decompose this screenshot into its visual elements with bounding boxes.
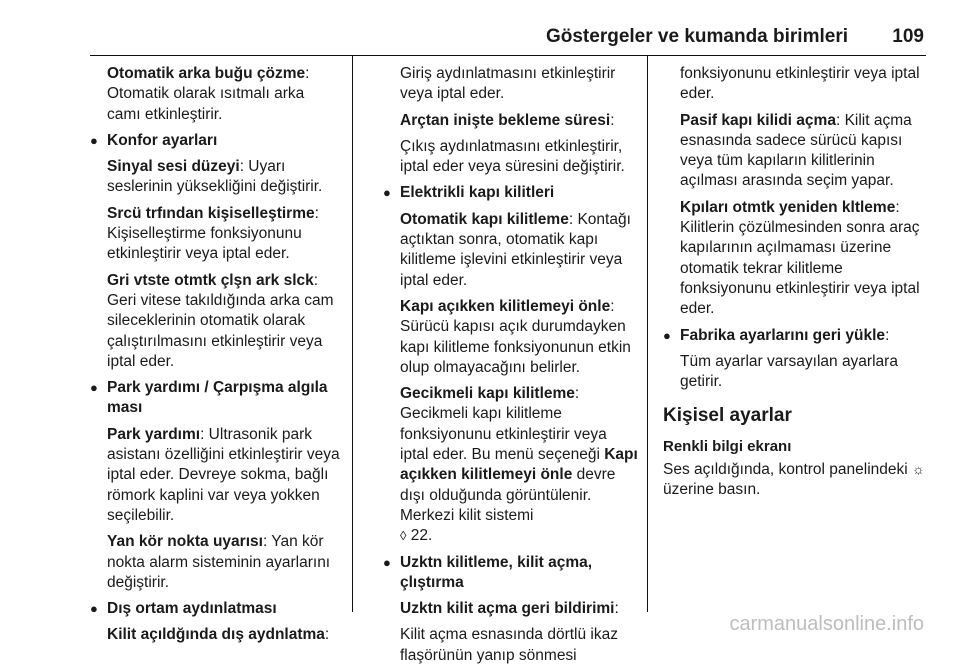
page-header	[0, 0, 960, 56]
page-number: 109	[892, 26, 924, 47]
bullet-icon: ●	[383, 554, 391, 570]
setting-label: Gecikmeli kapı kilitleme	[400, 385, 575, 403]
paragraph	[90, 157, 342, 198]
paragraph	[663, 111, 925, 192]
column-3	[663, 64, 925, 507]
bullet-icon: ●	[663, 327, 671, 343]
paragraph	[663, 352, 925, 393]
setting-description: : Ultrasonik park asistanı özelliğini etkinleştirir veya iptal eder. Devreye sokma, bağlı römork kaplini var veya yokken seçilebilir.	[107, 425, 340, 524]
setting-description: : Uyarı seslerinin yüksekliğini değiştirir.	[107, 158, 323, 196]
setting-label: Uzktn kilit açma geri bildirimi	[400, 600, 615, 618]
watermark: carmanualsonline.info	[729, 613, 924, 635]
bullet-icon: ●	[90, 601, 98, 617]
setting-description: Kilitlerin çözülmesinden sonra araç kapılarının açılmaması üzerine otomatik tekrar kilitleme fonksiyonunu etkinleştirir veya iptal eder.	[680, 219, 920, 318]
setting-label: Yan kör nokta uyarısı	[107, 533, 263, 551]
paragraph: Srcü trfından kişiselleştirme: Kişiselleştirme fonksiyonunu etkinleştirir veya iptal eder.	[107, 204, 319, 263]
list-item: ● Fabrika ayarlarını geri yükle:	[663, 326, 925, 346]
setting-description: : Yan kör nokta alarm sisteminin ayarlarını değiştirir.	[107, 533, 331, 591]
paragraph: Kapı açıkken kilitlemeyi önle: Sürücü kapısı açık durumdayken kapı kilitleme fonksiyonunun etkin olup olmayacağını belirler.	[400, 297, 631, 376]
list-item	[90, 378, 342, 419]
section-heading: Kişisel ayarlar	[663, 405, 792, 427]
column-divider-1	[352, 56, 353, 612]
setting-label: Otomatik kapı kilitleme	[400, 210, 569, 228]
setting-label: Pasif kapı kilidi açma	[680, 111, 836, 129]
setting-description: Tüm ayarlar varsayılan ayarlara getirir.	[680, 352, 898, 391]
setting-label: Kpıları otmtk yeniden kltleme	[680, 198, 896, 216]
setting-description: devre dışı olduğunda görüntülenir. Merkezi kilit sistemi	[400, 466, 616, 524]
setting-description: Kilit açma esnasında dörtlü ikaz flaşörünün yanıp sönmesi	[400, 626, 618, 664]
bullet-icon: ●	[90, 132, 98, 148]
setting-description: Giriş aydınlatmasını etkinleştirir veya iptal eder.	[400, 65, 616, 103]
paragraph	[663, 64, 925, 105]
subsection-heading: Renkli bilgi ekranı	[663, 437, 792, 455]
list-item	[383, 553, 639, 594]
paragraph: Kilit açıldğında dış aydnlatma:	[107, 626, 330, 644]
setting-description: Geri vitese takıldığında arka cam sileceklerinin otomatik olarak çalıştırılmasını etkinleştirir veya iptal eder.	[107, 291, 334, 370]
bullet-icon: ●	[383, 185, 391, 201]
setting-label: Sinyal sesi düzeyi	[107, 158, 240, 176]
list-item-heading: Dış ortam aydınlatması	[107, 600, 277, 618]
list-item-heading: Elektrikli kapı kilitleri	[400, 184, 555, 202]
setting-reference: Kapı açıkken kilitlemeyi önle	[400, 446, 638, 484]
setting-description: Çıkış aydınlatmasını etkinleştirir, iptal eder veya süresini değiştirir.	[400, 137, 625, 176]
setting-description: : Kilit açma esnasında sadece sürücü kapısı veya tüm kapıların kilitlerinin açılması arasında seçim yapar.	[680, 111, 912, 190]
header-title: Göstergeler ve kumanda birimleri	[545, 26, 848, 47]
paragraph: Uzktn kilit açma geri bildirimi:	[400, 600, 619, 618]
column-divider-2	[647, 56, 648, 612]
setting-label: Otomatik arka buğu çözme	[107, 65, 306, 82]
paragraph	[90, 532, 342, 593]
paragraph: Gecikmeli kapı kilitleme: Gecikmeli kapı kilitleme fonksiyonunu etkinleştirir veya iptal eder. Bu menü seçeneği Kapı açıkken kilitlemeyi önle devre dışı olduğunda görüntülenir. Merkezi kilit sistemi ◊ 22.	[400, 385, 638, 545]
setting-description: Otomatik olarak ısıtmalı arka camı etkinleştirir.	[107, 85, 305, 123]
list-item	[383, 183, 639, 203]
paragraph: Otomatik arka buğu çözme: Otomatik olarak ısıtmalı arka camı etkinleştirir.	[107, 65, 310, 123]
setting-label: Srcü trfından kişiselleştirme	[107, 204, 315, 222]
paragraph	[383, 210, 639, 291]
list-item-heading: Uzktn kilitleme, kilit açma, çlıştırma	[400, 553, 593, 591]
list-item	[90, 131, 342, 151]
knob-icon: ☼	[912, 461, 925, 478]
paragraph: Arçtan inişte bekleme süresi:	[400, 111, 615, 129]
setting-description: : Kontağı açtıktan sonra, otomatik kapı kilitleme işlevini etkinleştirir veya iptal eder.	[400, 210, 631, 289]
setting-description: fonksiyonunu etkinleştirir veya iptal eder.	[680, 65, 920, 103]
list-item-heading: Fabrika ayarlarını geri yükle	[680, 326, 886, 344]
paragraph	[383, 64, 639, 105]
paragraph	[90, 425, 342, 526]
list-item	[90, 599, 342, 619]
setting-label: Kapı açıkken kilitlemeyi önle	[400, 297, 611, 315]
bullet-icon: ●	[90, 380, 98, 396]
page-reference-link[interactable]: 22.	[410, 527, 433, 545]
paragraph	[383, 137, 639, 178]
setting-description: Gecikmeli kapı kilitleme fonksiyonunu etkinleştirir veya iptal eder. Bu menü seçeneği	[400, 405, 607, 464]
paragraph	[663, 459, 925, 501]
list-item-heading: Konfor ayarları	[107, 131, 218, 149]
column-2	[383, 64, 639, 672]
setting-label: Park yardımı	[107, 425, 201, 443]
setting-label: Arçtan inişte bekleme süresi	[400, 111, 611, 129]
column-1	[90, 64, 342, 652]
header-rule	[90, 55, 926, 56]
paragraph	[383, 625, 639, 666]
instruction-text: Ses açıldığında, kontrol panelindeki	[663, 461, 908, 479]
setting-label: Kilit açıldğında dış aydnlatma	[107, 626, 325, 644]
paragraph: Gri vtste otmtk çlşn ark slck: Geri vitese takıldığında arka cam sileceklerinin otomatik olarak çalıştırılmasını etkinleştirir veya iptal eder.	[107, 271, 334, 370]
setting-description: Sürücü kapısı açık durumdayken kapı kilitleme fonksiyonunun etkin olup olmayacağını belirler.	[400, 318, 631, 376]
instruction-text: üzerine basın.	[663, 481, 761, 499]
page-reference-arrow-icon: ◊	[400, 528, 407, 544]
list-item-heading: Park yardımı / Çarpışma algıla ması	[107, 379, 328, 417]
setting-description: Kişiselleştirme fonksiyonunu etkinleştirir veya iptal eder.	[107, 225, 302, 263]
setting-label: Gri vtste otmtk çlşn ark slck	[107, 271, 314, 289]
paragraph: Kpıları otmtk yeniden kltleme: Kilitlerin çözülmesinden sonra araç kapılarının açılmaması üzerine otomatik tekrar kilitleme fonksiyonunu etkinleştirir veya iptal eder.	[680, 198, 920, 318]
